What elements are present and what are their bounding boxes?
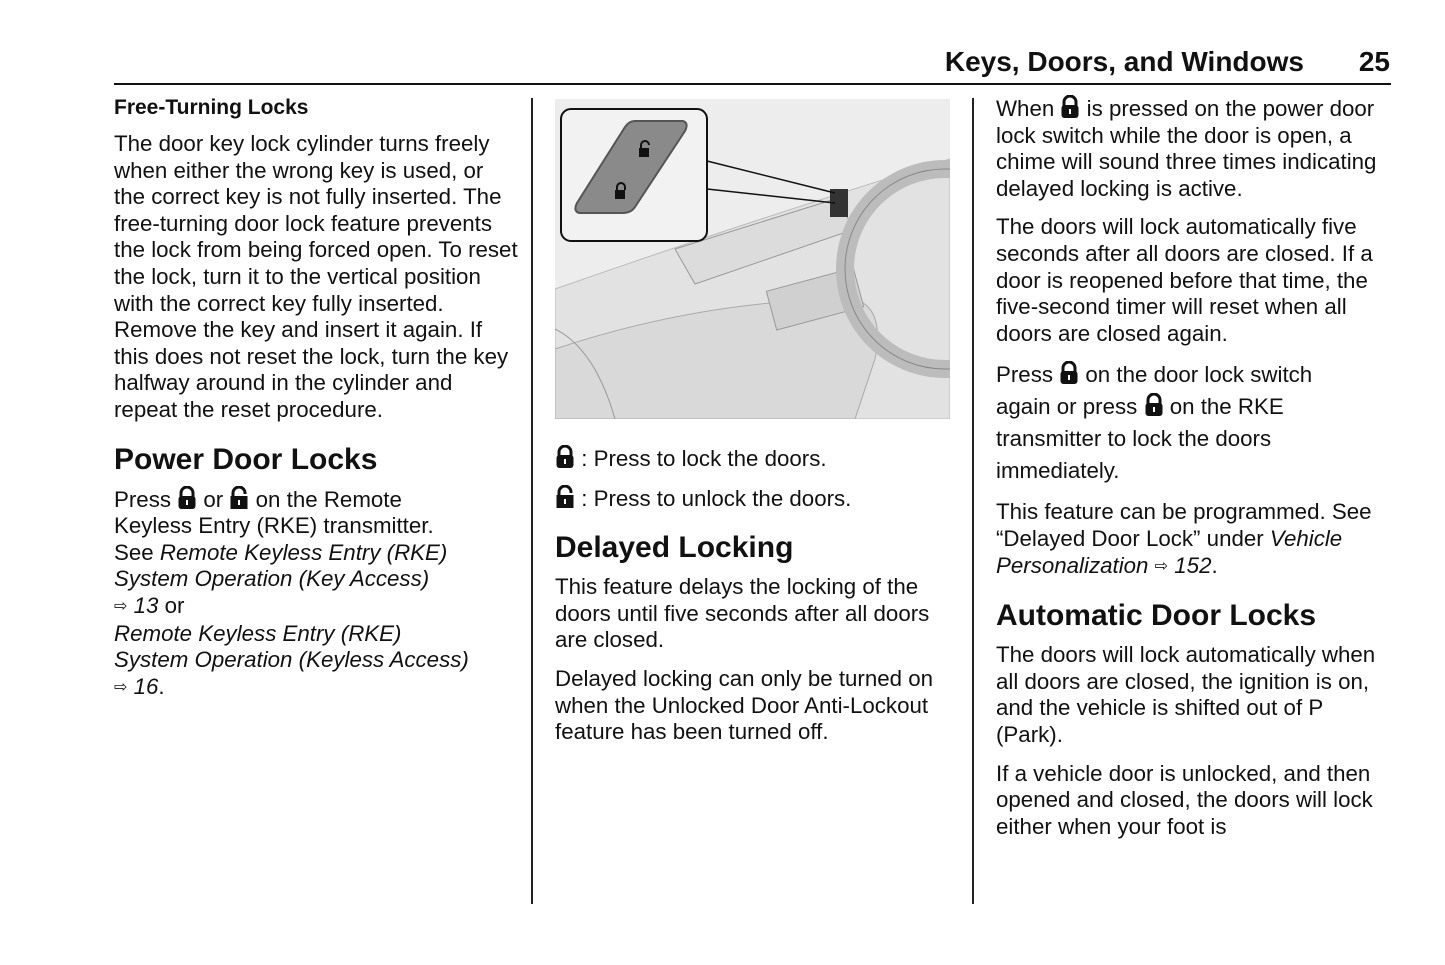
column-3 xyxy=(996,95,1391,852)
section-title: Keys, Doors, and Windows xyxy=(944,46,1304,77)
text: Press xyxy=(114,486,171,512)
delayed-locking-paragraph-2: Delayed locking can only be turned on when the Unlocked Door Anti-Lockout feature has been turned off. xyxy=(555,665,934,745)
text: on the door lock switch xyxy=(1085,362,1313,388)
text: or xyxy=(203,486,224,512)
page-number: 25 xyxy=(1358,46,1390,77)
lock-open-icon xyxy=(555,485,575,509)
automatic-locks-paragraph-2: If a vehicle door is unlocked, and then opened and closed, the doors will lock either when your foot is xyxy=(996,760,1373,839)
text: Press xyxy=(996,362,1053,388)
text: on the Remote xyxy=(255,486,402,512)
legend-text: : Press to unlock the doors. xyxy=(581,485,852,511)
page-reference-arrow-icon: ⇨ xyxy=(114,678,128,696)
delayed-locking-paragraph-1: This feature delays the locking of the doors until five seconds after all doors are closed. xyxy=(555,574,930,653)
text: . xyxy=(158,673,165,699)
column-divider xyxy=(531,98,533,904)
ref-text: Remote Keyless Entry (RKE) xyxy=(114,620,402,646)
legend-lock xyxy=(555,445,955,473)
chime-paragraph xyxy=(996,95,1391,202)
door-lock-switch-illustration xyxy=(555,99,950,419)
automatic-door-locks-heading: Automatic Door Locks xyxy=(996,599,1317,633)
text: This feature can be programmed. See “Delayed Door Lock” under xyxy=(996,499,1372,551)
text: . xyxy=(1211,552,1218,578)
ref-text: System Operation (Keyless Access) xyxy=(114,647,469,673)
programmable-paragraph xyxy=(996,499,1391,580)
power-door-locks-heading: Power Door Locks xyxy=(114,442,378,476)
ref-text: Remote Keyless Entry (RKE) xyxy=(159,539,448,565)
delayed-locking-heading: Delayed Locking xyxy=(555,531,794,565)
legend-text: : Press to lock the doors. xyxy=(581,446,827,471)
text: again or press xyxy=(996,394,1138,420)
page-reference-arrow-icon: ⇨ xyxy=(114,597,128,615)
cross-reference-link[interactable] xyxy=(114,621,469,699)
page-reference-arrow-icon: ⇨ xyxy=(1154,557,1169,575)
column-divider xyxy=(972,98,974,904)
automatic-locks-paragraph-1: The doors will lock automatically when all doors are closed, the ignition is on, and the vehicle is shifted out of P (Park). xyxy=(996,642,1376,747)
five-second-paragraph: The doors will lock automatically five seconds after all doors are closed. If a door is reopened before that time, the five-second timer will reset when all doors are closed again. xyxy=(996,214,1373,346)
lock-closed-icon xyxy=(1060,95,1080,119)
power-door-locks-paragraph xyxy=(114,486,519,702)
column-1 xyxy=(114,95,519,713)
ref-text: Vehicle Personalization xyxy=(996,525,1343,578)
legend-unlock xyxy=(555,485,955,513)
text: or xyxy=(164,592,185,618)
lock-closed-icon xyxy=(1144,393,1164,417)
header-rule xyxy=(114,83,1391,85)
lock-open-icon xyxy=(229,486,249,510)
lock-closed-icon xyxy=(555,445,575,469)
text: See xyxy=(114,539,154,565)
text: When xyxy=(996,96,1055,121)
text: Keyless Entry (RKE) transmitter. xyxy=(114,513,434,539)
ref-page: 152 xyxy=(1174,552,1212,578)
text: on the RKE transmitter to lock the doors immediately. xyxy=(996,394,1284,484)
column-2 xyxy=(555,95,955,758)
lock-immediately-paragraph xyxy=(996,359,1391,487)
lock-closed-icon xyxy=(177,486,197,510)
ref-page: 13 xyxy=(133,592,159,618)
lock-closed-icon xyxy=(1059,361,1079,385)
ref-page: 16 xyxy=(133,673,159,699)
text: is pressed on the power door lock switch while the door is open, a chime will sound three times indicating delayed locking is active. xyxy=(996,96,1377,201)
ref-text: System Operation (Key Access) xyxy=(114,566,430,592)
free-turning-paragraph: The door key lock cylinder turns freely when either the wrong key is used, or the correct key is not fully inserted. The free-turning door lock feature prevents the lock from being forced open. To reset the lock, turn it to the vertical position with the correct key fully inserted. Remove the key and insert it again. If this does not reset the lock, turn the key halfway around in the cylinder and repeat the reset procedure. xyxy=(114,131,518,422)
free-turning-locks-heading: Free-Turning Locks xyxy=(114,96,309,119)
